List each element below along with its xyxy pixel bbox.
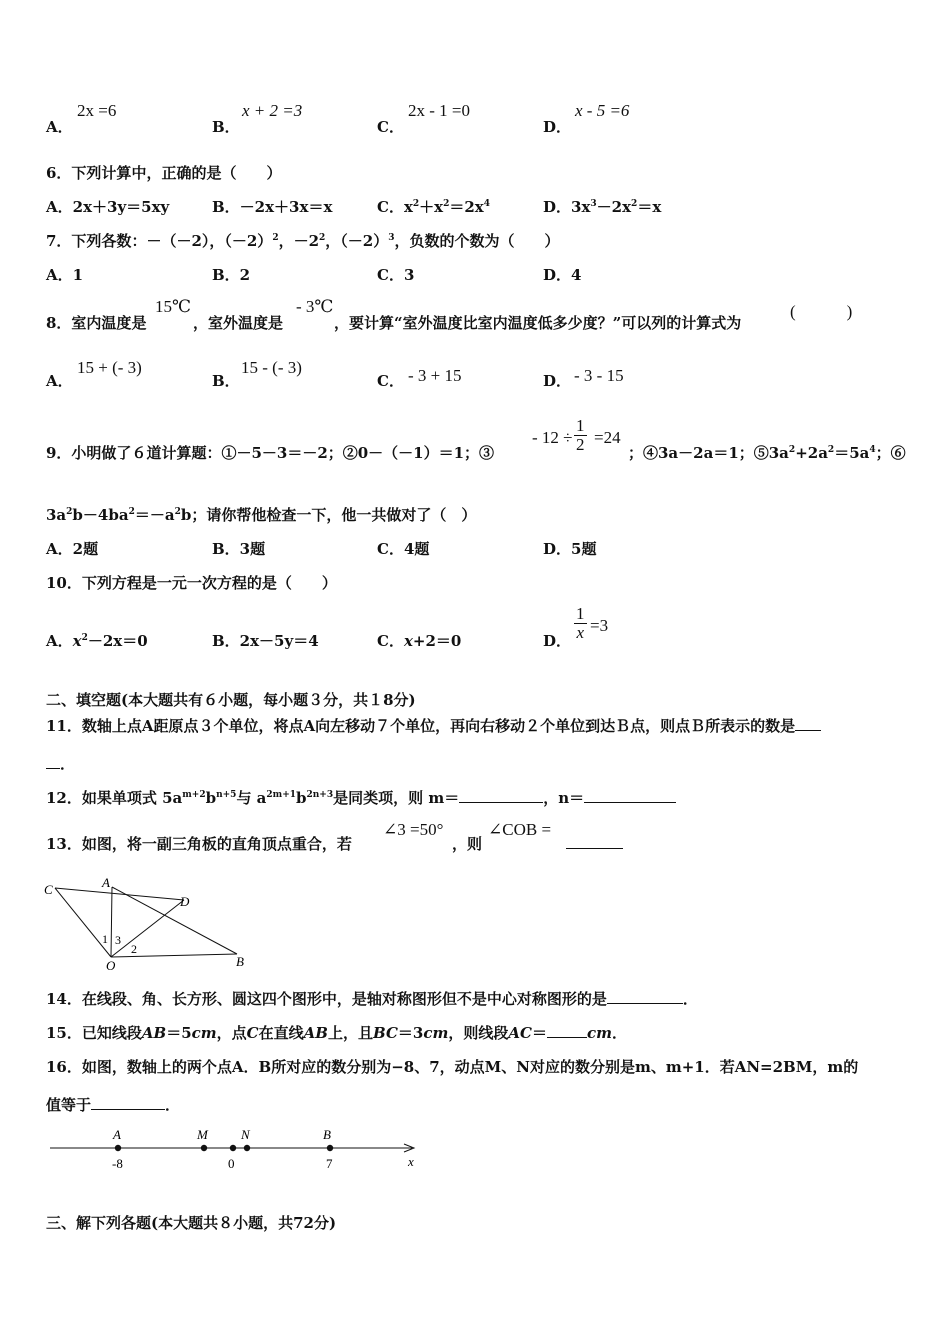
fig-label-c: C [44, 882, 53, 897]
q6-option-a: A．2x＋3y＝5xy [46, 198, 170, 216]
q5-b-label: B． [212, 118, 240, 136]
q5-d-expr: x - 5 =6 [575, 101, 630, 120]
q8-answer-paren: ( ) [790, 302, 853, 321]
q14-blank[interactable] [607, 989, 683, 1004]
q16-blank[interactable] [91, 1095, 165, 1110]
origin-dot [230, 1145, 236, 1151]
q14-text: 14．在线段、角、长方形、圆这四个图形中，是轴对称图形但不是中心对称图形的是 ． [46, 990, 698, 1008]
q8-a-expr: 15 + (- 3) [77, 358, 142, 377]
point-n-label: N [241, 1127, 250, 1142]
fig-angle-1: 1 [102, 932, 108, 946]
point-b-label: B [323, 1127, 331, 1142]
point-m-label: M [197, 1127, 208, 1142]
q7-option-a: A．1 [46, 266, 84, 284]
q8-c-expr: - 3 + 15 [408, 366, 462, 385]
q9-option-a: A．2题 [46, 540, 99, 558]
point-m-dot [201, 1145, 207, 1151]
q16-line1: 16．如图，数轴上的两个点A．B所对应的数分别为−8、7，动点M、N对应的数分别是m、m+1．若AN=2BM，m的 [46, 1058, 859, 1076]
axis-label: x [408, 1154, 414, 1169]
q12-n-blank[interactable] [584, 788, 676, 803]
fig-label-b: B [236, 954, 244, 969]
q11-line2: ． [46, 753, 75, 774]
q6-option-c: C．$x^2+x^2=2x^4$ [377, 198, 491, 216]
q6-option-b: B．－2x＋3x＝x [212, 198, 333, 216]
point-b-value: 7 [326, 1156, 333, 1171]
q8-indoor-temp: 15℃ [155, 297, 192, 316]
q8-d-expr: - 3 - 15 [574, 366, 624, 385]
line-ob [111, 954, 237, 957]
fig-label-o: O [106, 958, 116, 973]
q10-d-fraction: $\frac{1}{x}$ [576, 604, 585, 642]
q6-option-d: D．$3x^3-2x^2=x$ [543, 198, 662, 216]
point-b-dot [327, 1145, 333, 1151]
line-od [111, 900, 184, 957]
q5-c-label: C． [377, 118, 404, 136]
q12-m-blank[interactable] [459, 788, 543, 803]
point-a-value: -8 [112, 1156, 123, 1171]
fig-angle-2: 2 [131, 942, 137, 956]
q7-option-b: B．2 [212, 266, 251, 284]
section-2-heading: 二、填空题(本大题共有６小题，每小题３分，共１8分) [46, 691, 416, 709]
q5-b-expr: x + 2 =3 [242, 101, 303, 120]
fig-angle-3: 3 [115, 933, 121, 947]
origin-label: 0 [228, 1156, 235, 1171]
q8-b-expr: 15 - (- 3) [241, 358, 302, 377]
q9-expr-post: =24 [594, 428, 621, 447]
q8-outdoor-temp: - 3℃ [296, 297, 334, 316]
q5-c-expr: 2x - 1 =0 [408, 101, 470, 120]
q10-option-b: B．2x－5y＝4 [212, 632, 319, 650]
fig-label-d: D [180, 894, 190, 909]
section-3-heading: 三、解下列各题(本大题共８小题，共72分) [46, 1214, 337, 1232]
q5-a-label: A． [46, 118, 73, 136]
q7-stem: 7．下列各数：－（－2），$(-2)^2$，$-2^2$，$(-2)^3$，负数的个数为（ ） [46, 232, 560, 250]
q10-option-a: A．$x^2-2x=0$ [46, 632, 148, 650]
q15-text: 15．已知线段AB＝5cm，点C在直线AB上，且BC＝3cm，则线段AC＝ cm． [46, 1024, 627, 1042]
line-oa [111, 887, 112, 957]
q9-fraction: $\frac{1}{2}$ [576, 416, 585, 454]
q10-option-c: C．x+2＝0 [377, 632, 462, 650]
q7-option-c: C．3 [377, 266, 415, 284]
q9-option-d: D．5题 [543, 540, 597, 558]
q5-d-label: D． [543, 118, 572, 136]
fig-label-a: A [102, 875, 110, 890]
q16-number-line [40, 1122, 430, 1174]
q7-option-d: D．4 [543, 266, 582, 284]
q12-text: 12．如果单项式 $5a^{m+2}b^{n+5}$与 $a^{2m+1}b^{2n+3}$是同类项，则 m＝ ，n＝ [46, 787, 676, 808]
q6-stem: 6．下列计算中，正确的是（ ） [46, 164, 282, 182]
q9-option-b: B．3题 [212, 540, 266, 558]
q13-cob-expr: ∠COB = [488, 820, 552, 839]
point-a-dot [115, 1145, 121, 1151]
q9-expr-pre: - 12 ÷ [532, 428, 573, 447]
q10-stem: 10．下列方程是一元一次方程的是（ ） [46, 574, 337, 592]
q5-a-expr: 2x =6 [77, 101, 117, 120]
q15-blank[interactable] [547, 1023, 587, 1038]
q9-option-c: C．4题 [377, 540, 430, 558]
line-co [55, 888, 111, 957]
point-a-label: A [113, 1127, 121, 1142]
point-n-dot [244, 1145, 250, 1151]
q13-angle3-expr: ∠3 =50° [383, 820, 444, 839]
q11-line1: 11．数轴上点A距原点３个单位，将点A向左移动７个单位，再向右移动２个单位到达Ｂ点，则点Ｂ所表示的数是 [46, 715, 821, 736]
q13-triangle-figure [40, 873, 250, 973]
q16-line2: 值等于 ． [46, 1096, 181, 1114]
q11-blank[interactable] [795, 716, 821, 731]
q13-blank[interactable] [566, 834, 623, 849]
line-cd [55, 888, 184, 900]
